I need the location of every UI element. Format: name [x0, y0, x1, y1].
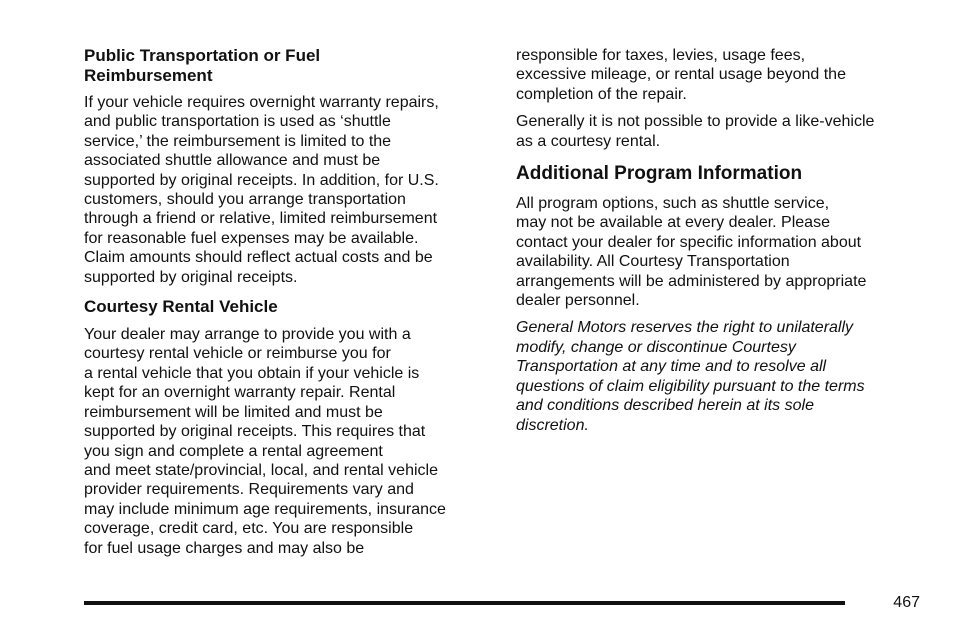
text-line: completion of the repair.	[516, 85, 687, 103]
heading-line: Reimbursement	[84, 66, 213, 85]
text-line: Transportation at any time and to resolve all	[516, 358, 827, 376]
text-line: customers, should you arrange transportation	[84, 191, 406, 209]
text-line: supported by original receipts. In addition, for U.S.	[84, 171, 439, 189]
text-line: through a friend or relative, limited reimbursement	[84, 210, 438, 228]
text-line: excessive mileage, or rental usage beyond the	[516, 66, 846, 84]
text-line: supported by original receipts. This requires that	[84, 423, 426, 441]
text-line: courtesy rental vehicle or reimburse you for	[84, 345, 391, 363]
text-line: General Motors reserves the right to unilaterally	[516, 319, 854, 337]
fuel-reimbursement-heading	[84, 46, 494, 86]
text-line: Your dealer may arrange to provide you with a	[84, 326, 411, 344]
text-line: for reasonable fuel expenses may be available.	[84, 229, 419, 247]
text-line: as a courtesy rental.	[516, 132, 661, 150]
courtesy-rental-heading: Courtesy Rental Vehicle	[84, 297, 278, 317]
text-line: modify, change or discontinue Courtesy	[516, 338, 796, 356]
text-line: you sign and complete a rental agreement	[84, 442, 383, 460]
text-line: associated shuttle allowance and must be	[84, 152, 381, 170]
text-line: If your vehicle requires overnight warranty repairs,	[84, 94, 439, 111]
text-line: for fuel usage charges and may also be	[84, 539, 365, 557]
text-line: arrangements will be administered by appropriate	[516, 272, 867, 290]
text-line: availability. All Courtesy Transportation	[516, 253, 790, 271]
text-line: reimbursement will be limited and must be	[84, 403, 383, 421]
text-line: Generally it is not possible to provide a like-vehicle	[516, 113, 875, 131]
rental-continued-paragraph	[516, 46, 926, 104]
additional-program-heading: Additional Program Information	[516, 163, 803, 185]
text-line: dealer personnel.	[516, 292, 640, 310]
text-line: and public transportation is used as ‘shuttle	[84, 113, 391, 131]
text-line: may not be available at every dealer. Please	[516, 214, 830, 232]
text-line: and meet state/provincial, local, and rental vehicle	[84, 461, 438, 479]
left-column	[84, 46, 494, 558]
text-line: coverage, credit card, etc. You are responsible	[84, 520, 414, 538]
text-line: contact your dealer for specific information about	[516, 233, 862, 251]
heading-line: Public Transportation or Fuel	[84, 46, 321, 65]
text-line: may include minimum age requirements, insurance	[84, 500, 446, 518]
footer-rule	[84, 601, 845, 605]
right-column	[516, 46, 926, 435]
text-line: supported by original receipts.	[84, 268, 298, 286]
text-line: service,’ the reimbursement is limited to the	[84, 132, 392, 150]
text-line: All program options, such as shuttle service,	[516, 195, 830, 213]
program-paragraph	[516, 194, 926, 310]
text-line: provider requirements. Requirements vary and	[84, 481, 414, 499]
like-vehicle-paragraph	[516, 112, 926, 151]
text-line: a rental vehicle that you obtain if your vehicle is	[84, 364, 420, 382]
courtesy-rental-paragraph	[84, 325, 494, 558]
text-line: questions of claim eligibility pursuant to the terms	[516, 377, 865, 395]
text-line: discretion.	[516, 416, 589, 434]
text-line: responsible for taxes, levies, usage fees,	[516, 47, 806, 64]
disclaimer-paragraph	[516, 318, 926, 434]
text-line: Claim amounts should reflect actual costs and be	[84, 249, 433, 267]
page-number: 467	[893, 594, 920, 611]
text-line: kept for an overnight warranty repair. Rental	[84, 384, 396, 402]
fuel-reimbursement-paragraph	[84, 93, 494, 287]
text-line: and conditions described herein at its sole	[516, 397, 814, 415]
